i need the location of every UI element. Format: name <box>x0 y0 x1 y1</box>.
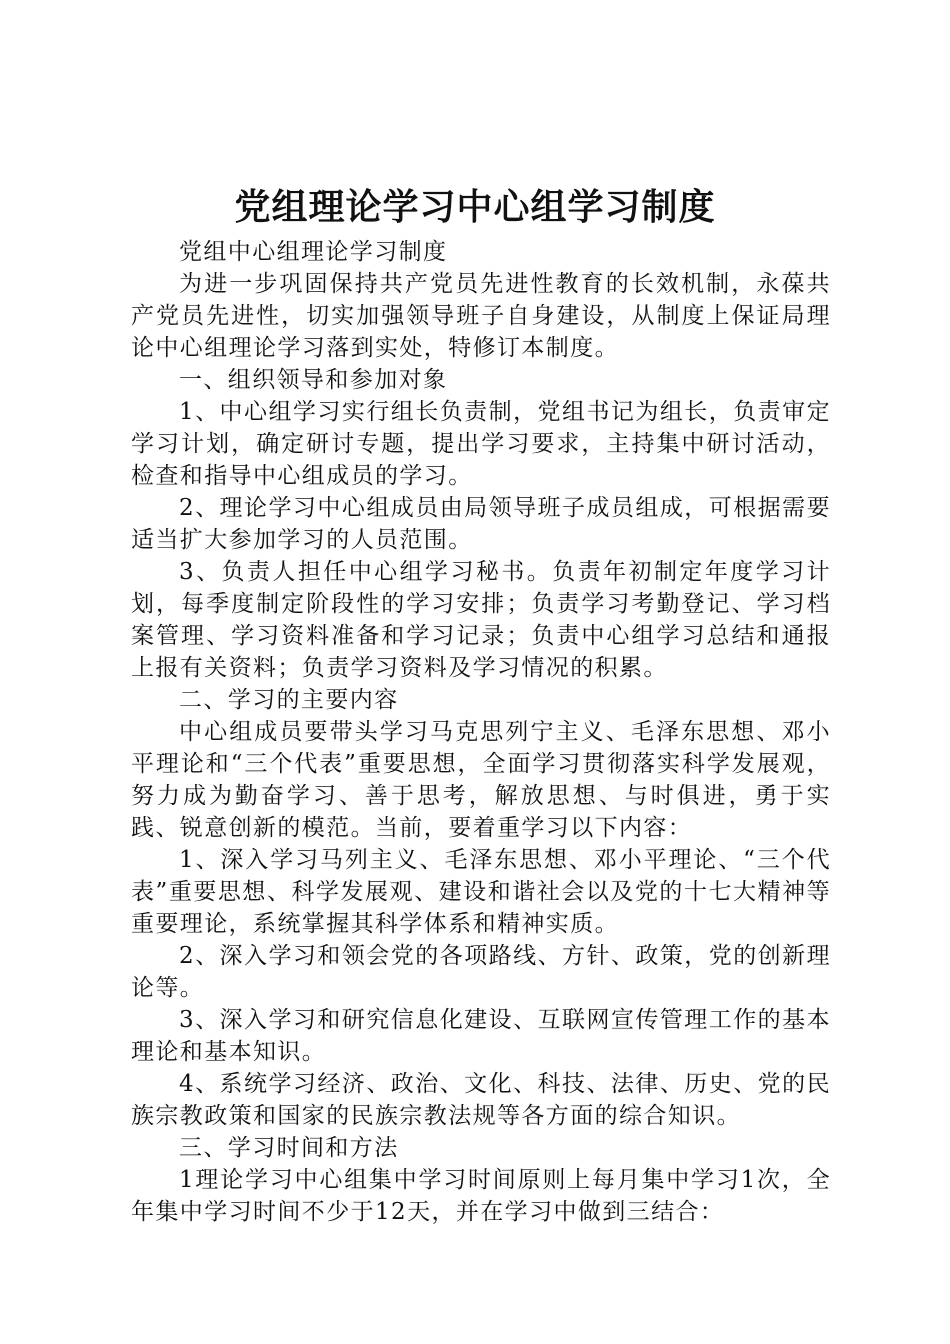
paragraph: 2、深入学习和领会党的各项路线、方针、政策，党的创新理论等。 <box>131 943 831 1001</box>
paragraph: 1、深入学习马列主义、毛泽东思想、邓小平理论、“三个代表”重要思想、科学发展观、建设和谐社会以及党的十七大精神等重要理论，系统掌握其科学体系和精神实质。 <box>131 847 831 937</box>
document-body <box>131 236 831 1228</box>
paragraph: 3、负责人担任中心组学习秘书。负责年初制定年度学习计划，每季度制定阶段性的学习安排；负责学习考勤登记、学习档案管理、学习资料准备和学习记录；负责中心组学习总结和通报上报有关资料；负责学习资料及学习情况的积累。 <box>131 559 831 681</box>
paragraph: 4、系统学习经济、政治、文化、科技、法律、历史、党的民族宗教政策和国家的民族宗教法规等各方面的综合知识。 <box>131 1071 831 1129</box>
paragraph: 中心组成员要带头学习马克思列宁主义、毛泽东思想、邓小平理论和“三个代表”重要思想，全面学习贯彻落实科学发展观，努力成为勤奋学习、善于思考，解放思想、与时俱进，勇于实践、锐意创新的模范。当前，要着重学习以下内容： <box>131 719 831 841</box>
paragraph: 1理论学习中心组集中学习时间原则上每月集中学习1次，全年集中学习时间不少于12天，并在学习中做到三结合： <box>131 1167 831 1225</box>
section-heading-2: 二、学习的主要内容 <box>179 687 399 713</box>
paragraph: 2、理论学习中心组成员由局领导班子成员组成，可根据需要适当扩大参加学习的人员范围。 <box>131 495 831 553</box>
paragraph-subtitle: 党组中心组理论学习制度 <box>179 239 448 265</box>
section-heading-1: 一、组织领导和参加对象 <box>179 367 448 393</box>
paragraph: 1、中心组学习实行组长负责制，党组书记为组长，负责审定学习计划，确定研讨专题，提出学习要求，主持集中研讨活动，检查和指导中心组成员的学习。 <box>131 399 831 489</box>
paragraph: 3、深入学习和研究信息化建设、互联网宣传管理工作的基本理论和基本知识。 <box>131 1007 831 1065</box>
section-heading-3: 三、学习时间和方法 <box>179 1135 399 1161</box>
paragraph-intro: 为进一步巩固保持共产党员先进性教育的长效机制，永葆共产党员先进性，切实加强领导班子自身建设，从制度上保证局理论中心组理论学习落到实处，特修订本制度。 <box>131 271 831 361</box>
document-title: 党组理论学习中心组学习制度 <box>234 187 716 228</box>
